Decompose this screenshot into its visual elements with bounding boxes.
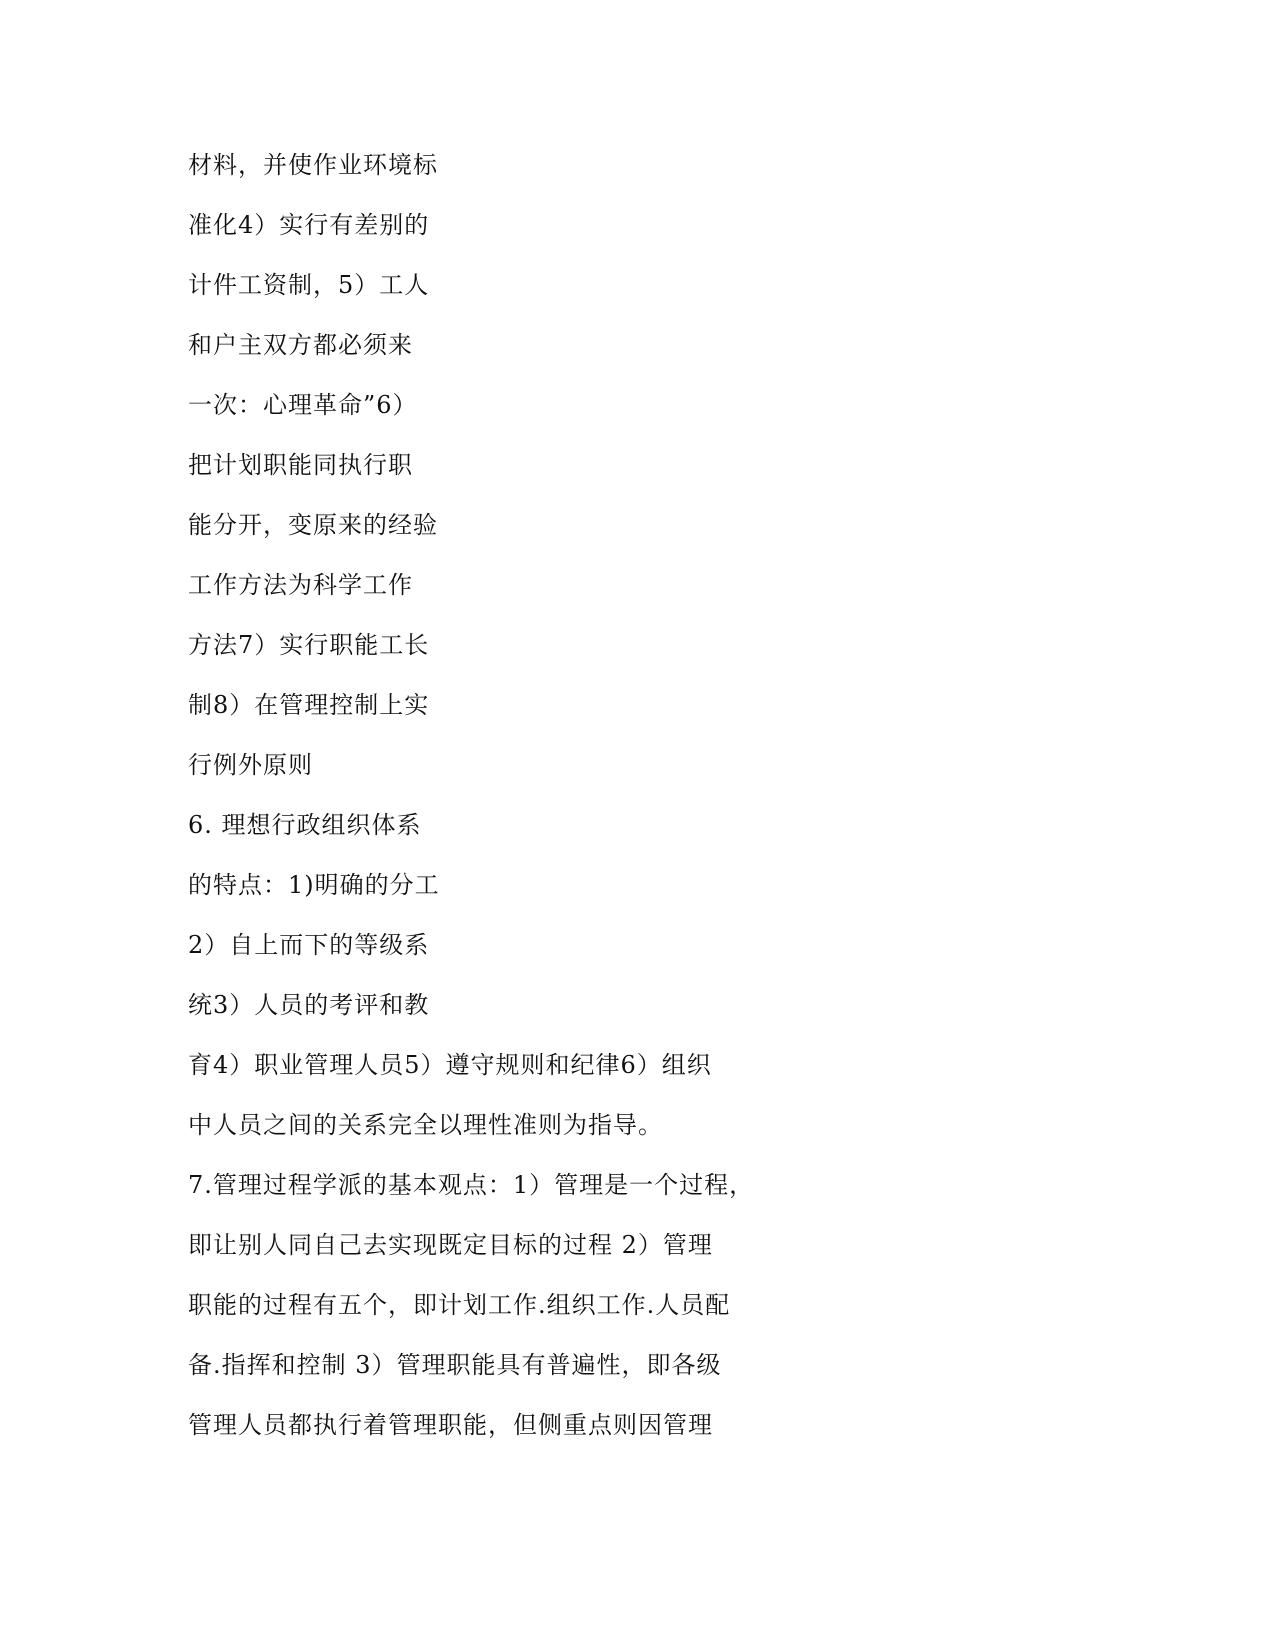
text-line: 一次：心理革命”6） — [188, 391, 418, 419]
text-line: 制8）在管理控制上实 — [188, 691, 430, 719]
text-line: 把计划职能同执行职 — [188, 451, 413, 479]
text-line: 备.指挥和控制 3）管理职能具有普遍性，即各级 — [188, 1351, 722, 1379]
text-line: 即让别人同自己去实现既定目标的过程 2）管理 — [188, 1231, 713, 1259]
text-line: 统3）人员的考评和教 — [188, 991, 430, 1019]
text-line: 能分开，变原来的经验 — [188, 511, 438, 539]
text-line: 2）自上而下的等级系 — [188, 931, 430, 959]
text-line: 工作方法为科学工作 — [188, 571, 413, 599]
text-line: 方法7）实行职能工长 — [188, 631, 430, 659]
text-line: 管理人员都执行着管理职能，但侧重点则因管理 — [188, 1411, 713, 1439]
text-line: 计件工资制，5）工人 — [188, 271, 430, 299]
text-line: 材料，并使作业环境标 — [188, 151, 438, 179]
text-line: 准化4）实行有差别的 — [188, 211, 430, 239]
text-line: 6. 理想行政组织体系 — [188, 811, 422, 839]
text-line: 职能的过程有五个，即计划工作.组织工作.人员配 — [188, 1291, 731, 1319]
text-line: 行例外原则 — [188, 751, 313, 779]
text-line: 和户主双方都必须来 — [188, 331, 413, 359]
text-line: 中人员之间的关系完全以理性准则为指导。 — [188, 1111, 663, 1139]
text-line: 育4）职业管理人员5）遵守规则和纪律6）组织 — [188, 1051, 712, 1079]
text-line: 7.管理过程学派的基本观点：1）管理是一个过程， — [188, 1171, 755, 1199]
text-line: 的特点：1)明确的分工 — [188, 871, 440, 899]
